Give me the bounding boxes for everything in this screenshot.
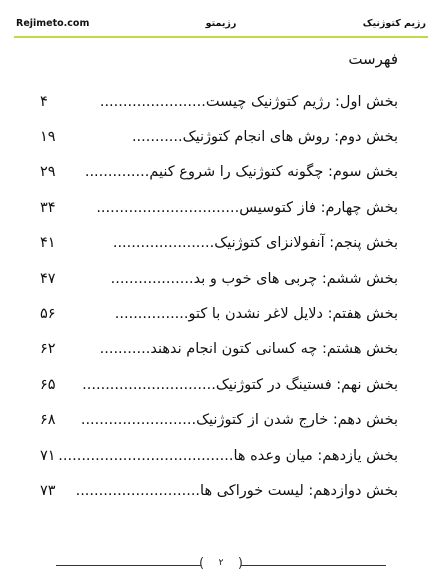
toc-title: فهرست <box>348 50 398 68</box>
footer-bracket-left-icon: ( <box>199 556 205 571</box>
header-site: Rejimeto.com <box>16 18 90 29</box>
header-book-title: رژیم کتوژنیک <box>362 18 426 29</box>
header-center-title: رژیمتو <box>205 18 237 29</box>
toc-page: ۲۹ <box>40 164 56 181</box>
toc-row[interactable] <box>40 261 398 296</box>
toc-entry: بخش نهم: فستینگ در کتوژنیک............................. <box>82 376 398 393</box>
toc-row[interactable] <box>40 473 398 508</box>
toc-row[interactable] <box>40 438 398 473</box>
toc-entry: بخش چهارم: فاز کتوسیس............................... <box>96 199 398 216</box>
page-number: ۲ <box>218 558 224 568</box>
toc-entry: بخش یازدهم: میان وعده ها...................................... <box>58 447 398 464</box>
toc-page: ۴ <box>40 93 48 110</box>
toc-entry: بخش هشتم: چه کسانی کتون انجام ندهند........... <box>99 341 398 358</box>
toc-entry: بخش دوازدهم: لیست خوراکی ها........................... <box>75 482 398 499</box>
toc-page: ۷۳ <box>40 482 56 499</box>
footer-bracket-right-icon: ) <box>237 556 243 571</box>
toc-page: ۷۱ <box>40 447 56 464</box>
toc-row[interactable] <box>40 84 398 119</box>
toc-row[interactable] <box>40 367 398 402</box>
toc-entry: بخش اول: رژیم کتوژنیک چیست....................... <box>99 93 398 110</box>
toc-row[interactable] <box>40 332 398 367</box>
toc-page: ۱۹ <box>40 129 56 146</box>
toc-page: ۶۵ <box>40 376 56 393</box>
toc-entry: بخش دوم: روش های انجام کتوژنیک........... <box>131 129 398 146</box>
page-header <box>14 14 428 38</box>
toc-page: ۴۷ <box>40 270 56 287</box>
table-of-contents <box>40 84 398 509</box>
toc-page: ۴۱ <box>40 235 56 252</box>
toc-row[interactable] <box>40 155 398 190</box>
footer-rule-right <box>241 565 386 566</box>
toc-entry: بخش هفتم: دلایل لاغر نشدن با کتو................ <box>114 306 398 323</box>
toc-entry: بخش دهم: خارج شدن از کتوژنیک......................... <box>80 412 398 429</box>
toc-entry: بخش پنجم: آنفولانزای کتوژنیک...................... <box>112 235 398 252</box>
toc-row[interactable] <box>40 296 398 331</box>
toc-row[interactable] <box>40 226 398 261</box>
toc-entry: بخش سوم: چگونه کتوژنیک را شروع کنیم.............. <box>84 164 398 181</box>
toc-page: ۵۶ <box>40 306 56 323</box>
toc-row[interactable] <box>40 119 398 154</box>
toc-row[interactable] <box>40 190 398 225</box>
footer-rule-left <box>56 565 201 566</box>
toc-page: ۳۴ <box>40 199 56 216</box>
toc-page: ۶۲ <box>40 341 56 358</box>
toc-page: ۶۸ <box>40 412 56 429</box>
toc-entry: بخش ششم: چربی های خوب و بد.................. <box>110 270 398 287</box>
page-footer <box>56 558 386 572</box>
toc-row[interactable] <box>40 403 398 438</box>
